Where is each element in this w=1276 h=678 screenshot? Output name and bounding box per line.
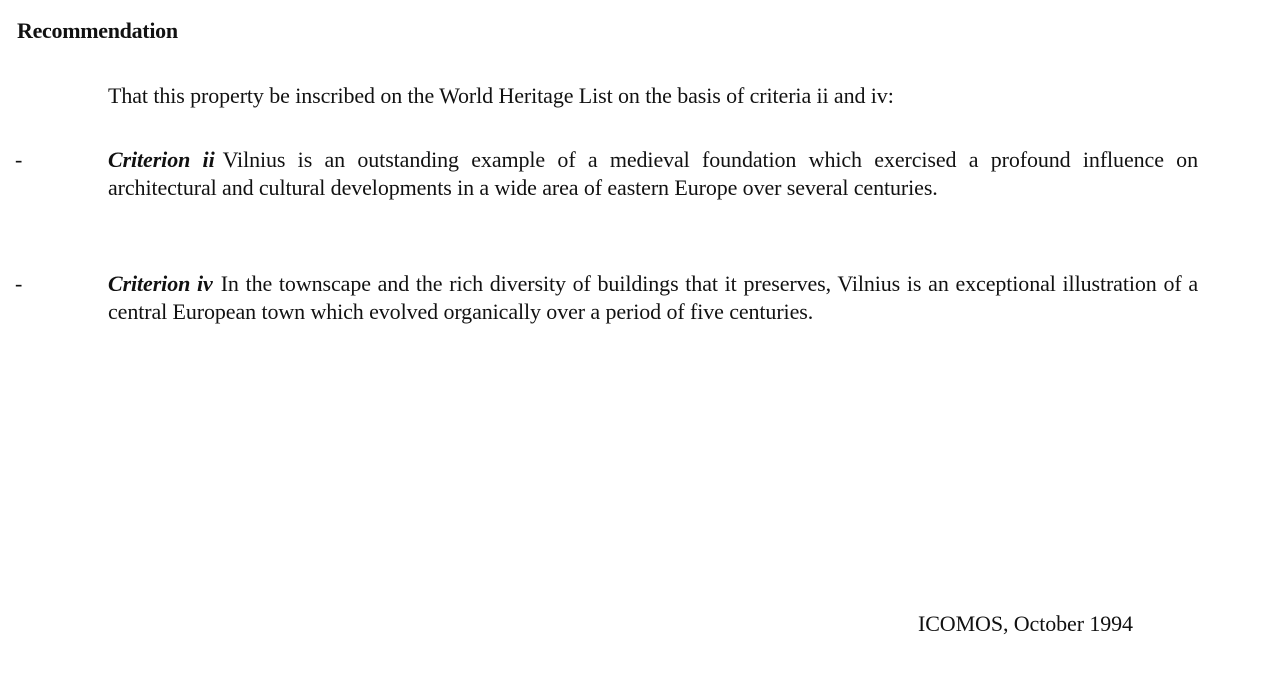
recommendation-intro: That this property be inscribed on the World Heritage List on the basis of criteria ii and iv: — [108, 83, 894, 108]
criterion-iv-paragraph — [108, 270, 1198, 326]
criterion-ii-label: Criterion ii — [108, 147, 215, 172]
list-bullet: - — [15, 271, 23, 296]
criterion-iv-label: Criterion iv — [108, 271, 213, 296]
list-bullet: - — [15, 147, 23, 172]
criterion-ii-text: Vilnius is an outstanding example of a medieval foundation which exercised a profound influence on architectural and cultural developments in a wide area of eastern Europe over several centuries. — [108, 147, 1198, 200]
signature-line: ICOMOS, October 1994 — [918, 611, 1133, 636]
section-heading: Recommendation — [17, 18, 178, 43]
criterion-iv-text: In the townscape and the rich diversity of buildings that it preserves, Vilnius is an exceptional illustration of a central European town which evolved organically over a period of five centuries. — [108, 271, 1198, 324]
criterion-ii-paragraph — [108, 146, 1198, 202]
